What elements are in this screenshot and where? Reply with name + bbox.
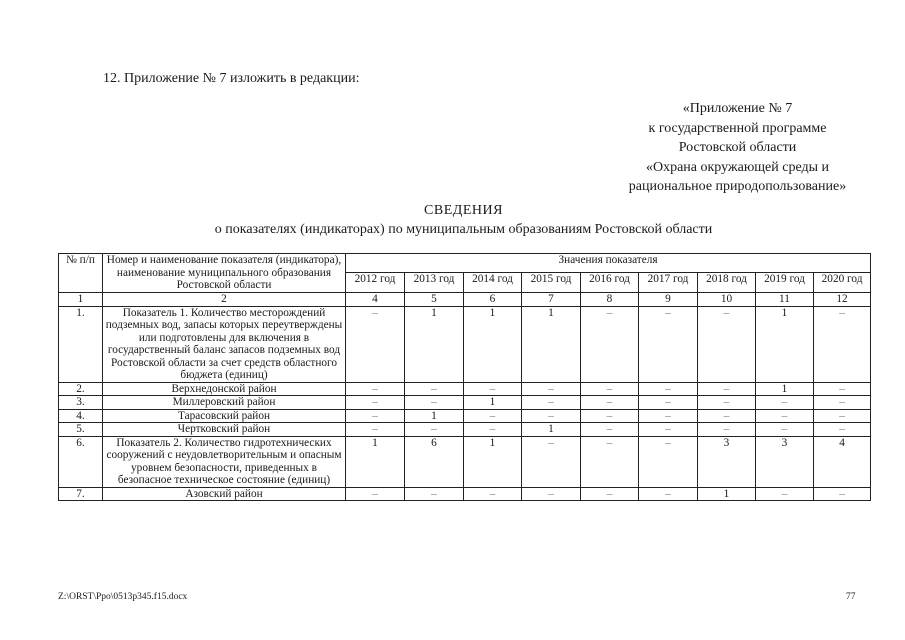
document-subtitle: о показателях (индикаторах) по муниципальным образованиям Ростовской области: [214, 222, 713, 237]
row-name-cell: Миллеровский район: [103, 396, 346, 410]
value-cell: –: [814, 423, 871, 437]
value-cell: –: [405, 423, 464, 437]
value-cell: –: [698, 423, 756, 437]
value-cell: –: [639, 436, 698, 487]
value-cell: –: [698, 306, 756, 382]
value-cell: –: [581, 409, 639, 423]
column-number-cell: 2: [103, 292, 346, 306]
year-header-cell: 2017 год: [639, 273, 698, 292]
row-name-cell: Показатель 2. Количество гидротехнических сооружений с неудовлетворительным и опасным уровнем безопасности, приведенных в безопасное техническое состояние (единиц): [103, 436, 346, 487]
row-number-cell: 4.: [59, 409, 103, 423]
value-cell: –: [522, 409, 581, 423]
value-cell: –: [756, 487, 814, 501]
value-cell: 1: [464, 306, 522, 382]
row-number-cell: 6.: [59, 436, 103, 487]
row-number-cell: 7.: [59, 487, 103, 501]
value-cell: 1: [522, 306, 581, 382]
column-number-cell: 7: [522, 292, 581, 306]
appendix-line: к государственной программе: [648, 120, 827, 136]
value-cell: –: [346, 396, 405, 410]
value-cell: –: [814, 306, 871, 382]
year-header-cell: 2015 год: [522, 273, 581, 292]
value-cell: –: [639, 306, 698, 382]
value-cell: –: [639, 423, 698, 437]
column-number-cell: 12: [814, 292, 871, 306]
column-number-cell: 5: [405, 292, 464, 306]
value-cell: 3: [756, 436, 814, 487]
value-cell: 1: [346, 436, 405, 487]
value-cell: –: [581, 436, 639, 487]
value-cell: –: [522, 436, 581, 487]
value-cell: –: [522, 396, 581, 410]
value-cell: –: [522, 487, 581, 501]
year-header-cell: 2020 год: [814, 273, 871, 292]
header-row: [59, 254, 871, 273]
value-cell: –: [346, 487, 405, 501]
row-name-cell: Тарасовский район: [103, 409, 346, 423]
value-cell: –: [639, 396, 698, 410]
row-name-cell: Показатель 1. Количество месторождений подземных вод, запасы которых переутверждены или подготовлены для включения в государственный баланс запасов подземных вод Ростовской области за счет средств областного бюджета (единиц): [103, 306, 346, 382]
value-cell: 1: [405, 409, 464, 423]
row-name-cell: Верхнедонской район: [103, 382, 346, 396]
value-cell: –: [698, 396, 756, 410]
column-number-cell: 1: [59, 292, 103, 306]
table-row: [59, 382, 871, 396]
intro-text: 12. Приложение № 7 изложить в редакции:: [103, 71, 360, 86]
value-cell: –: [346, 409, 405, 423]
value-cell: –: [581, 396, 639, 410]
value-cell: –: [756, 396, 814, 410]
year-header-cell: 2016 год: [581, 273, 639, 292]
value-cell: 6: [405, 436, 464, 487]
year-header-cell: 2018 год: [698, 273, 756, 292]
value-cell: –: [581, 487, 639, 501]
value-cell: –: [698, 382, 756, 396]
indicators-table: [58, 253, 871, 501]
value-cell: 3: [698, 436, 756, 487]
year-header-cell: 2014 год: [464, 273, 522, 292]
row-number-cell: 3.: [59, 396, 103, 410]
table-row: [59, 436, 871, 487]
value-cell: –: [581, 423, 639, 437]
column-number-cell: 10: [698, 292, 756, 306]
value-cell: 1: [464, 436, 522, 487]
table-row: [59, 306, 871, 382]
row-name-cell: Азовский район: [103, 487, 346, 501]
value-cell: –: [346, 306, 405, 382]
column-number-cell: 4: [346, 292, 405, 306]
row-number-cell: 2.: [59, 382, 103, 396]
column-number-cell: 9: [639, 292, 698, 306]
value-cell: –: [346, 423, 405, 437]
value-cell: –: [814, 487, 871, 501]
year-header-cell: 2019 год: [756, 273, 814, 292]
value-cell: –: [698, 409, 756, 423]
table-row: [59, 487, 871, 501]
table-row: [59, 423, 871, 437]
year-header-cell: 2013 год: [405, 273, 464, 292]
value-cell: –: [405, 487, 464, 501]
row-name-cell: Чертковский район: [103, 423, 346, 437]
value-cell: –: [639, 409, 698, 423]
value-cell: –: [814, 396, 871, 410]
column-number-cell: 6: [464, 292, 522, 306]
value-cell: –: [756, 423, 814, 437]
value-cell: –: [464, 409, 522, 423]
value-cell: –: [756, 409, 814, 423]
header-cell-name: Номер и наименование показателя (индикатора), наименование муниципального образования Ростовской области: [103, 254, 346, 293]
table-row: [59, 409, 871, 423]
value-cell: –: [464, 423, 522, 437]
value-cell: 4: [814, 436, 871, 487]
appendix-header: [600, 99, 875, 197]
value-cell: –: [405, 396, 464, 410]
value-cell: –: [346, 382, 405, 396]
page-number: 77: [846, 592, 856, 602]
value-cell: –: [639, 382, 698, 396]
appendix-line: «Приложение № 7: [682, 101, 793, 116]
value-cell: 1: [698, 487, 756, 501]
table-row: [59, 396, 871, 410]
value-cell: 1: [464, 396, 522, 410]
row-number-cell: 1.: [59, 306, 103, 382]
document-title: СВЕДЕНИЯ: [424, 203, 503, 218]
column-number-cell: 11: [756, 292, 814, 306]
value-cell: –: [464, 487, 522, 501]
column-number-cell: 8: [581, 292, 639, 306]
value-cell: 1: [405, 306, 464, 382]
value-cell: 1: [756, 306, 814, 382]
value-cell: –: [464, 382, 522, 396]
value-cell: –: [639, 487, 698, 501]
footer-file-path: Z:\ORST\Ppo\0513p345.f15.docx: [58, 592, 188, 602]
row-number-cell: 5.: [59, 423, 103, 437]
value-cell: –: [405, 382, 464, 396]
column-number-row: [59, 292, 871, 306]
value-cell: –: [814, 409, 871, 423]
value-cell: –: [814, 382, 871, 396]
year-header-cell: 2012 год: [346, 273, 405, 292]
appendix-line: Ростовской области: [678, 140, 797, 155]
header-cell-no: № п/п: [59, 254, 103, 293]
value-cell: –: [522, 382, 581, 396]
value-cell: –: [581, 382, 639, 396]
value-cell: –: [581, 306, 639, 382]
value-cell: 1: [522, 423, 581, 437]
value-cell: 1: [756, 382, 814, 396]
appendix-line: рациональное природопользование»: [628, 179, 847, 194]
appendix-line: «Охрана окружающей среды и: [645, 159, 830, 175]
header-cell-values: Значения показателя: [346, 254, 871, 273]
